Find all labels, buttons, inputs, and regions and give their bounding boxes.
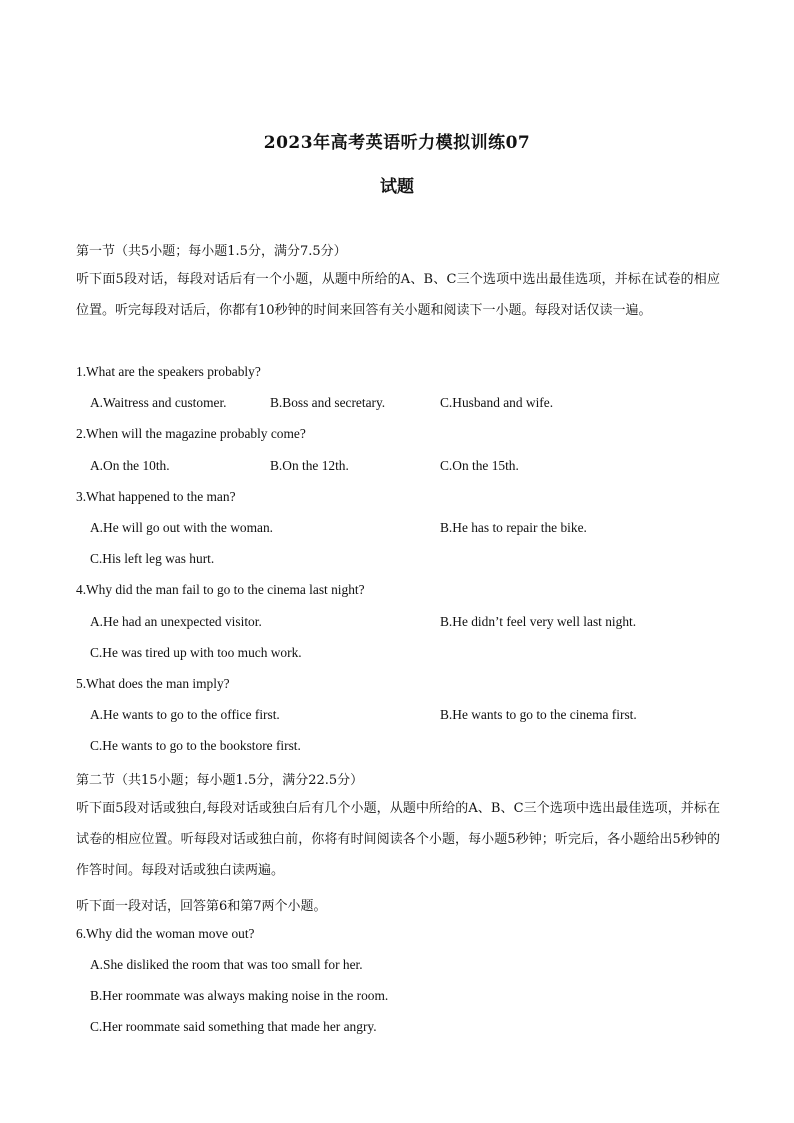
question-2-option-c: C.On the 15th. <box>440 458 519 473</box>
question-4-option-a: A.He had an unexpected visitor. <box>90 614 262 629</box>
question-6-option-c: C.Her roommate said something that made her angry. <box>90 1019 377 1034</box>
question-5-option-a: A.He wants to go to the office first. <box>90 707 280 722</box>
question-3-option-b: B.He has to repair the bike. <box>440 520 587 535</box>
question-6-option-a: A.She disliked the room that was too small for her. <box>90 957 363 972</box>
exam-subtitle: 试题 <box>380 177 414 197</box>
question-4-option-c: C.He was tired up with too much work. <box>90 645 302 660</box>
question-5: 5.What does the man imply? <box>76 676 230 691</box>
section-1-heading: 第一节（共5小题；每小题1.5分，满分7.5分） <box>76 244 347 259</box>
question-3-option-a: A.He will go out with the woman. <box>90 520 273 535</box>
question-1-option-b: B.Boss and secretary. <box>270 395 386 410</box>
section-2-instructions: 听下面5段对话或独白,每段对话或独白后有几个小题，从题中所给的A、B、C三个选项中选出最佳选项，并标在试卷的相应位置。听每段对话或独白前，你将有时间阅读各个小题，每小题5秒钟；听完后，各小题给出5秒钟的作答时间。每段对话或独白读两遍。 <box>76 801 720 878</box>
question-3-option-c: C.His left leg was hurt. <box>90 551 215 566</box>
question-6: 6.Why did the woman move out? <box>76 926 255 941</box>
question-4-option-b: B.He didn’t feel very well last night. <box>440 614 637 629</box>
question-3: 3.What happened to the man? <box>76 489 236 504</box>
exam-title: 2023年高考英语听力模拟训练07 <box>263 133 531 153</box>
question-6-option-b: B.Her roommate was always making noise in the room. <box>90 988 389 1003</box>
question-1-option-a: A.Waitress and customer. <box>90 395 227 410</box>
question-2-option-b: B.On the 12th. <box>270 458 349 473</box>
question-2: 2.When will the magazine probably come? <box>76 426 306 441</box>
section-2-heading: 第二节（共15小题；每小题1.5分，满分22.5分） <box>76 773 364 788</box>
question-1: 1.What are the speakers probably? <box>76 364 261 379</box>
section-2-sub-instruction: 听下面一段对话，回答第6和第7两个小题。 <box>76 899 327 914</box>
question-2-option-a: A.On the 10th. <box>90 458 170 473</box>
section-1-instructions: 听下面5段对话，每段对话后有一个小题，从题中所给的A、B、C三个选项中选出最佳选项，并标在试卷的相应位置。听完每段对话后，你都有10秒钟的时间来回答有关小题和阅读下一小题。每段对话仅读一遍。 <box>76 272 720 318</box>
question-5-option-b: B.He wants to go to the cinema first. <box>440 707 637 722</box>
question-5-option-c: C.He wants to go to the bookstore first. <box>90 738 301 753</box>
question-4: 4.Why did the man fail to go to the cinema last night? <box>76 582 365 597</box>
question-1-option-c: C.Husband and wife. <box>440 395 554 410</box>
